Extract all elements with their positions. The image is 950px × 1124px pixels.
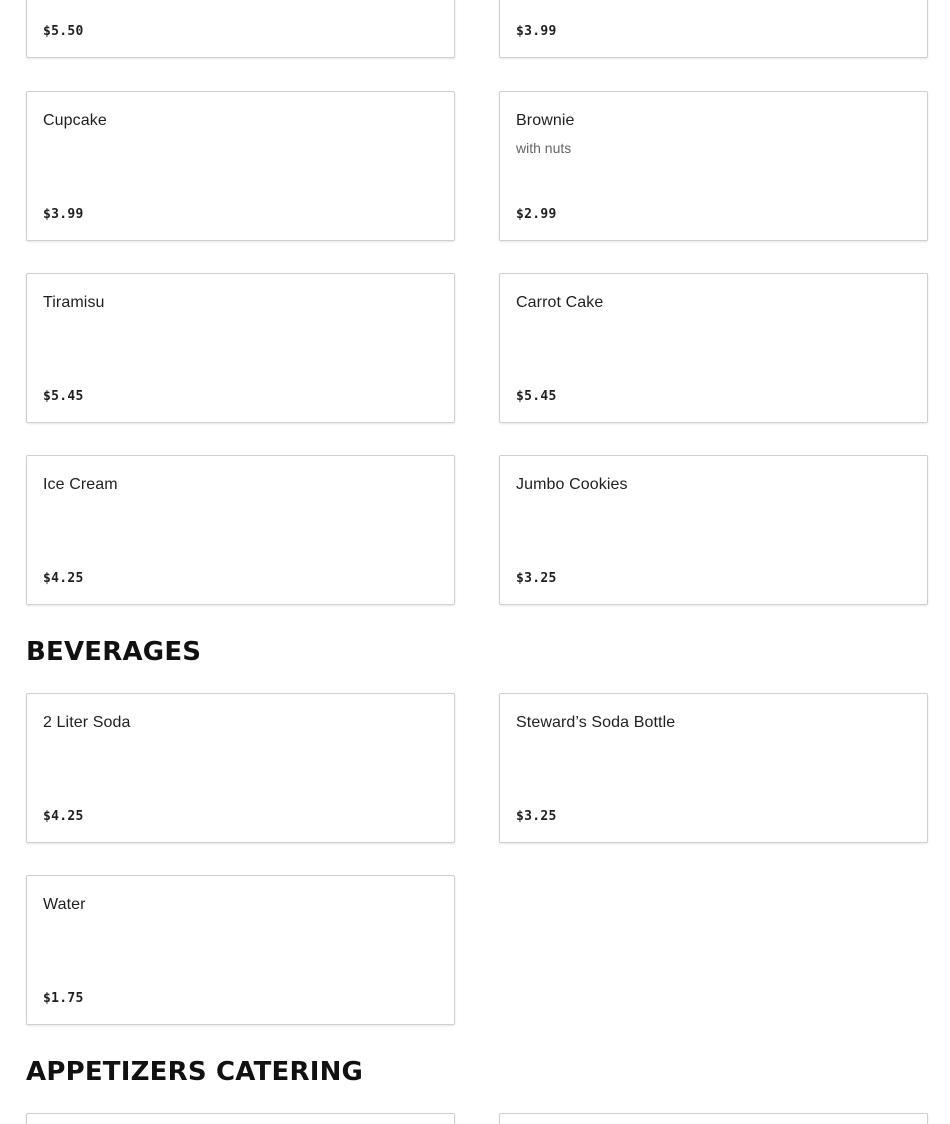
item-price: $5.45 [43, 389, 84, 404]
menu-item-card-cupcake[interactable] [26, 91, 455, 241]
item-name: Ice Cream [43, 476, 118, 493]
item-price: $4.25 [43, 571, 84, 586]
item-name: Carrot Cake [516, 294, 604, 311]
section-title-appetizers-catering: APPETIZERS CATERING [26, 1057, 364, 1087]
item-price: $3.25 [516, 809, 557, 824]
item-price: $5.50 [43, 24, 84, 39]
item-name: Cupcake [43, 112, 107, 129]
item-name: 2 Liter Soda [43, 714, 131, 731]
item-name: Water [43, 896, 86, 913]
item-name: Steward’s Soda Bottle [516, 714, 676, 731]
menu-item-card-jumbo-cookies[interactable] [499, 455, 928, 605]
menu-item-card-2-liter-soda[interactable] [26, 693, 455, 843]
item-price: $3.99 [43, 207, 84, 222]
item-price: $3.99 [516, 24, 557, 39]
menu-item-card[interactable] [26, 1113, 455, 1124]
item-price: $5.45 [516, 389, 557, 404]
item-description: with nuts [516, 140, 572, 156]
item-name: Tiramisu [43, 294, 105, 311]
menu-item-card-stewards-soda-bottle[interactable] [499, 693, 928, 843]
menu-item-card-ice-cream[interactable] [26, 455, 455, 605]
menu-item-card[interactable] [499, 0, 928, 58]
menu-item-card[interactable] [499, 1113, 928, 1124]
item-price: $2.99 [516, 207, 557, 222]
item-price: $3.25 [516, 571, 557, 586]
item-price: $4.25 [43, 809, 84, 824]
menu-item-card-carrot-cake[interactable] [499, 273, 928, 423]
item-name: Jumbo Cookies [516, 476, 628, 493]
menu-item-card[interactable] [26, 0, 455, 58]
section-title-beverages: BEVERAGES [26, 637, 202, 667]
item-name: Brownie [516, 112, 575, 129]
item-price: $1.75 [43, 991, 84, 1006]
menu-item-card-brownie[interactable] [499, 91, 928, 241]
menu-item-card-water[interactable] [26, 875, 455, 1025]
menu-item-card-tiramisu[interactable] [26, 273, 455, 423]
